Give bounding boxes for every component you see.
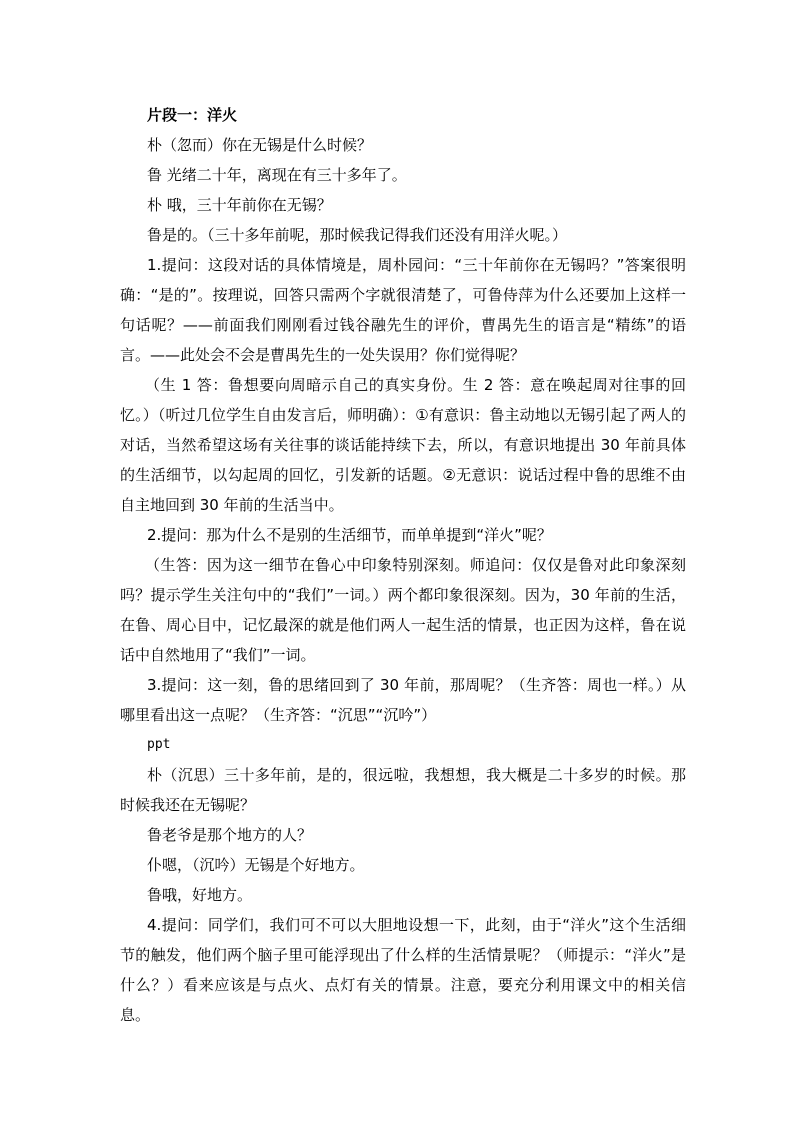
question-paragraph: 4.提问：同学们，我们可不可以大胆地设想一下，此刻，由于“洋火”这个生活细节的触发，他们两个脑子里可能浮现出了什么样的生活情景呢？（师提示：“洋火”是什么？）看来应该是与点火、点灯有关的情景。注意，要充分利用课文中的相关信息。 [120, 916, 686, 1024]
dialogue-line: 朴（沉思）三十多年前，是的，很远啦，我想想，我大概是二十多岁的时候。那时候我还在无锡呢？ [120, 766, 686, 814]
dialogue-line: 仆嗯，（沉吟）无锡是个好地方。 [147, 856, 365, 874]
dialogue-line: 鲁老爷是那个地方的人？ [147, 826, 313, 844]
dialogue-line: 鲁是的。（三十多年前呢，那时候我记得我们还没有用洋火呢。） [147, 226, 568, 244]
dialogue-line: 鲁哦，好地方。 [147, 886, 253, 904]
section-heading: 片段一：洋火 [147, 106, 238, 124]
question-paragraph: 2.提问：那为什么不是别的生活细节，而单单提到“洋火”呢？ [147, 526, 552, 544]
dialogue-line: 朴 哦，三十年前你在无锡？ [147, 196, 332, 214]
answer-paragraph: （生 1 答：鲁想要向周暗示自己的真实身份。生 2 答：意在唤起周对往事的回忆。）（听过几位学生自由发言后，师明确）：①有意识：鲁主动地以无锡引起了两人的对话，当然希望这场有关往事的谈话能持续下去，所以，有意识地提出 30 年前具体的生活细节，以勾起周的回忆，引发新的话题。②无意识：说话过程中鲁的思维不由自主地回到 30 年前的生活当中。 [120, 376, 686, 514]
ppt-marker: ppt [147, 737, 171, 752]
document-body [120, 100, 686, 1030]
dialogue-line: 朴（忽而）你在无锡是什么时候？ [147, 136, 373, 154]
question-paragraph: 1.提问：这段对话的具体情境是，周朴园问：“三十年前你在无锡吗？”答案很明确：“是的”。按理说，回答只需两个字就很清楚了，可鲁侍萍为什么还要加上这样一句话呢？——前面我们刚刚看过钱谷融先生的评价，曹禺先生的语言是“精练”的语言。——此处会不会是曹禺先生的一处失误用？你们觉得呢？ [120, 256, 686, 364]
question-paragraph: 3.提问：这一刻，鲁的思绪回到了 30 年前，那周呢？（生齐答：周也一样。）从哪里看出这一点呢？（生齐答：“沉思”“沉吟”） [120, 676, 686, 724]
dialogue-line: 鲁 光绪二十年，离现在有三十多年了。 [147, 166, 407, 184]
answer-paragraph: （生答：因为这一细节在鲁心中印象特别深刻。师追问：仅仅是鲁对此印象深刻吗？提示学生关注句中的“我们”一词。）两个都印象很深刻。因为，30 年前的生活，在鲁、周心目中，记忆最深的就是他们两人一起生活的情景，也正因为这样，鲁在说话中自然地用了“我们”一词。 [120, 556, 686, 664]
